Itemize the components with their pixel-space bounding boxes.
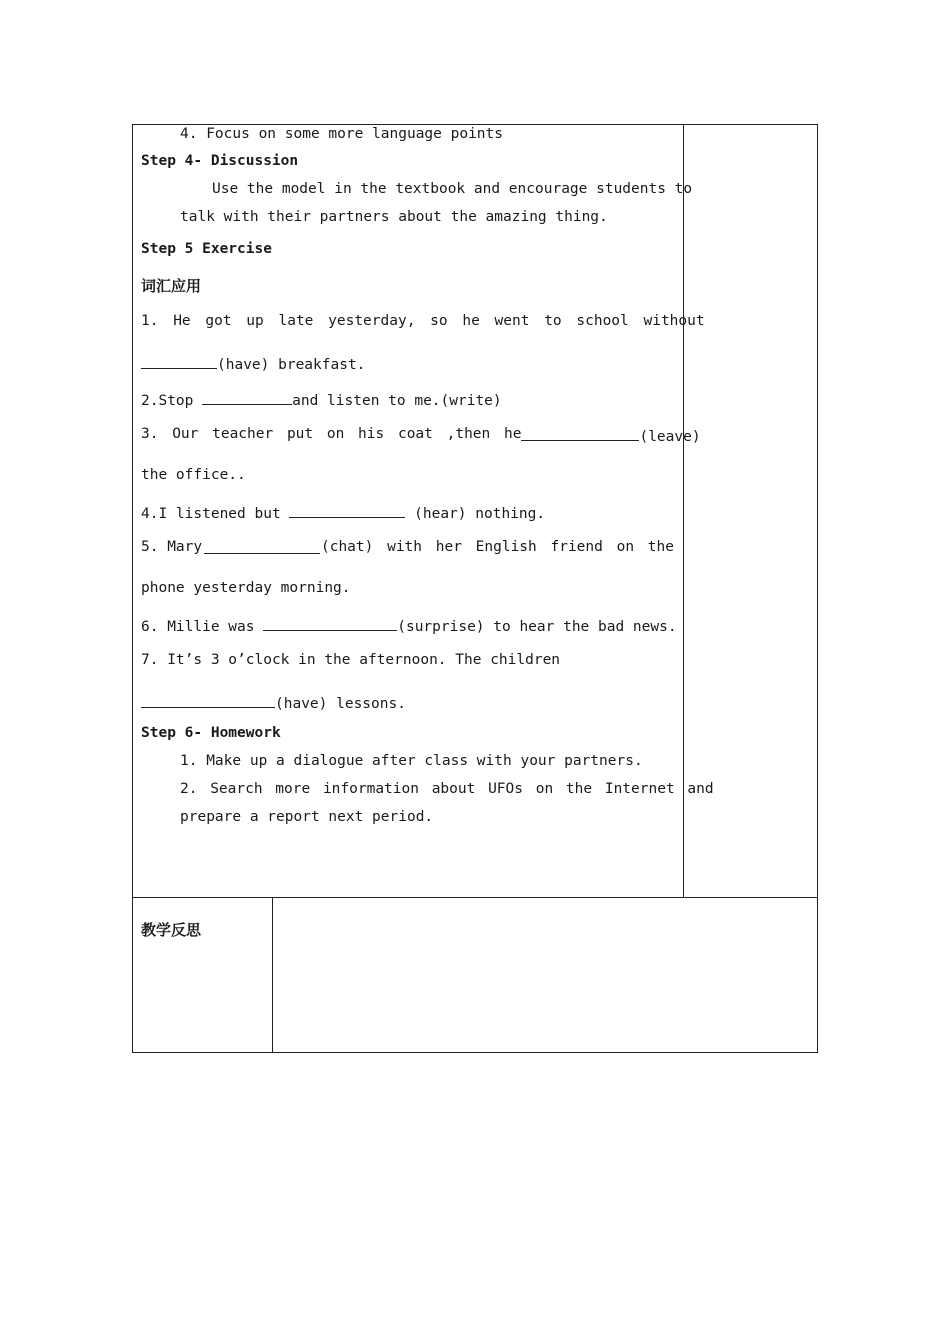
lesson-plan-table xyxy=(132,124,818,1053)
exercise-1-blank[interactable] xyxy=(141,354,217,369)
homework-item-2-line-2: prepare a report next period. xyxy=(180,809,434,825)
exercise-3-line-1: 3. Our teacher put on his coat ,then he (leave) xyxy=(141,426,701,445)
exercise-5-line-2: phone yesterday morning. xyxy=(141,580,351,596)
teaching-reflection-label: 教学反思 xyxy=(141,921,202,939)
exercise-7-blank[interactable] xyxy=(141,693,275,708)
exercise-1-line-2: (have) breakfast. xyxy=(141,354,365,373)
homework-item-2-line-1: 2. Search more information about UFOs on the Internet and xyxy=(180,781,714,797)
step-4-text-line-2: talk with their partners about the amazing thing. xyxy=(180,209,608,225)
exercise-4: 4.I listened but (hear) nothing. xyxy=(141,503,545,522)
exercise-3-blank[interactable] xyxy=(521,426,639,441)
exercise-4-blank[interactable] xyxy=(289,503,405,518)
homework-item-1: 1. Make up a dialogue after class with your partners. xyxy=(180,753,643,769)
exercise-2-blank[interactable] xyxy=(202,390,292,405)
exercise-6-blank[interactable] xyxy=(263,616,397,631)
exercise-2: 2.Stop and listen to me.(write) xyxy=(141,390,502,409)
step-6-heading: Step 6- Homework xyxy=(141,725,281,741)
vocabulary-heading: 词汇应用 xyxy=(141,277,202,295)
step-4-heading: Step 4- Discussion xyxy=(141,153,299,169)
exercise-7-line-1: 7. It’s 3 o’clock in the afternoon. The children xyxy=(141,652,561,668)
procedure-item-4: 4. Focus on some more language points xyxy=(180,126,504,142)
teaching-reflection-content[interactable] xyxy=(273,898,817,1052)
exercise-5-blank[interactable] xyxy=(204,539,320,554)
exercise-6: 6. Millie was (surprise) to hear the bad news. xyxy=(141,616,677,635)
exercise-1-line-1: 1. He got up late yesterday, so he went to school without xyxy=(141,313,705,329)
exercise-3-line-2: the office.. xyxy=(141,467,246,483)
step-5-heading: Step 5 Exercise xyxy=(141,241,272,257)
table-border-right xyxy=(817,124,818,1053)
exercise-7-line-2: (have) lessons. xyxy=(141,693,406,712)
table-border-left xyxy=(132,124,133,1053)
table-border-top xyxy=(132,124,818,125)
step-4-text-line-1: Use the model in the textbook and encourage students to xyxy=(212,181,693,197)
exercise-5-line-1: 5. Mary (chat) with her English friend on the xyxy=(141,539,674,555)
table-border-bottom xyxy=(132,1052,818,1053)
